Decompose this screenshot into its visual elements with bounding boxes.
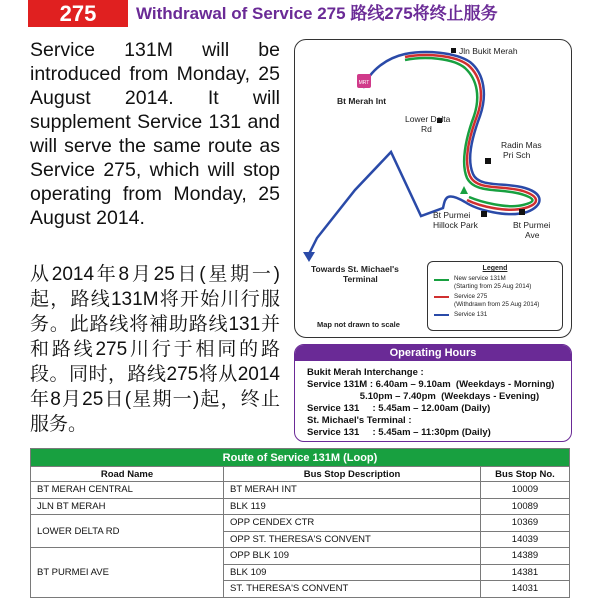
legend-swatch-275 xyxy=(434,296,449,298)
stop-number-cell: 14389 xyxy=(481,548,570,565)
map-legend xyxy=(427,261,563,331)
mrt-icon-label: MRT xyxy=(358,80,370,86)
operating-hours-box xyxy=(294,344,572,442)
stop-marker-radin-mas xyxy=(485,158,491,164)
stop-number-cell: 10089 xyxy=(481,498,570,515)
route-table xyxy=(30,448,570,598)
label-bt-purmei-hillock-2: Hillock Park xyxy=(433,220,478,230)
road-name-cell: BT MERAH CENTRAL xyxy=(31,482,224,499)
legend-swatch-131m xyxy=(434,279,449,281)
legend-swatch-131 xyxy=(434,314,449,316)
stop-number-cell: 14039 xyxy=(481,531,570,548)
route-table-caption: Route of Service 131M (Loop) xyxy=(31,449,570,467)
legend-label-275: Service 275 xyxy=(454,293,488,300)
ops-line-5: St. Michael's Terminal : xyxy=(307,415,412,426)
table-row xyxy=(31,498,570,515)
route-arrow-down xyxy=(303,252,315,262)
header-road-name: Road Name xyxy=(31,467,224,482)
stop-number-cell: 10369 xyxy=(481,515,570,532)
label-lower-delta-1: Lower Delta xyxy=(405,114,451,124)
stop-description-cell: ST. THERESA'S CONVENT xyxy=(224,581,481,598)
legend-title: Legend xyxy=(482,265,508,272)
stop-marker-purmei-ave xyxy=(519,209,525,215)
label-radin-mas-2: Pri Sch xyxy=(503,150,531,160)
road-name-cell: LOWER DELTA RD xyxy=(31,515,224,548)
route-map xyxy=(294,39,572,338)
stop-description-cell: BT MERAH INT xyxy=(224,482,481,499)
label-bt-purmei-hillock-1: Bt Purmei xyxy=(433,210,471,220)
operating-hours-title: Operating Hours xyxy=(295,345,571,361)
page-title: Withdrawal of Service 275 路线275将终止服务 xyxy=(136,4,498,23)
ops-line-1: Bukit Merah Interchange : xyxy=(307,367,424,378)
stop-number-cell: 10009 xyxy=(481,482,570,499)
label-jln-bukit-merah: Jln Bukit Merah xyxy=(459,46,518,56)
road-name-cell: JLN BT MERAH xyxy=(31,498,224,515)
legend-label-131: Service 131 xyxy=(454,311,488,318)
ops-line-6: Service 131 : 5.45am – 11:30pm (Daily) xyxy=(307,427,491,438)
route-arrow-up xyxy=(460,186,468,194)
ops-line-3: 5.10pm – 7.40pm (Weekdays - Evening) xyxy=(307,391,540,402)
notice-chinese: 从2014年8月25日(星期一)起，路线131M将开始川行服务。此路线将補助路线131并和路线275川行于相同的路段。同时，路线275将从2014年8月25日(星期一)起，终止服务。 xyxy=(30,264,280,435)
stop-marker-hillock-park xyxy=(481,211,487,217)
stop-description-cell: BLK 109 xyxy=(224,564,481,581)
legend-label-131m: New service 131M xyxy=(454,275,506,282)
road-name-cell: BT PURMEI AVE xyxy=(31,548,224,598)
legend-sub-275: (Withdrawn from 25 Aug 2014) xyxy=(454,301,540,308)
table-row xyxy=(31,548,570,565)
service-number-badge: 275 xyxy=(28,0,128,27)
stop-description-cell: BLK 119 xyxy=(224,498,481,515)
stop-description-cell: OPP CENDEX CTR xyxy=(224,515,481,532)
legend-sub-131m: (Starting from 25 Aug 2014) xyxy=(454,283,532,290)
label-not-to-scale: Map not drawn to scale xyxy=(317,320,400,329)
stop-number-cell: 14381 xyxy=(481,564,570,581)
table-row xyxy=(31,515,570,532)
label-bt-purmei-ave-2: Ave xyxy=(525,230,540,240)
label-towards-1: Towards St. Michael's xyxy=(311,264,399,274)
ops-line-4: Service 131 : 5.45am – 12.00am (Daily) xyxy=(307,403,491,414)
label-lower-delta-2: Rd xyxy=(421,124,432,134)
label-bt-merah-int: Bt Merah Int xyxy=(337,96,387,106)
header-bus-stop-description: Bus Stop Description xyxy=(224,467,481,482)
label-bt-purmei-ave-1: Bt Purmei xyxy=(513,220,551,230)
stop-description-cell: OPP ST. THERESA'S CONVENT xyxy=(224,531,481,548)
ops-line-2: Service 131M : 6.40am – 9.10am (Weekdays - Morning) xyxy=(307,379,555,390)
stop-marker-jln-bukit-merah xyxy=(451,48,456,53)
notice-english: Service 131M will be introduced from Monday, 25 August 2014. It will supplement Service 131 and will serve the same route as Service 275, which will stop operating from Monday, 25 August 2014. xyxy=(30,39,280,229)
table-row xyxy=(31,482,570,499)
stop-description-cell: OPP BLK 109 xyxy=(224,548,481,565)
stop-number-cell: 14031 xyxy=(481,581,570,598)
header-bus-stop-no: Bus Stop No. xyxy=(481,467,570,482)
label-radin-mas-1: Radin Mas xyxy=(501,140,542,150)
label-towards-2: Terminal xyxy=(343,274,378,284)
